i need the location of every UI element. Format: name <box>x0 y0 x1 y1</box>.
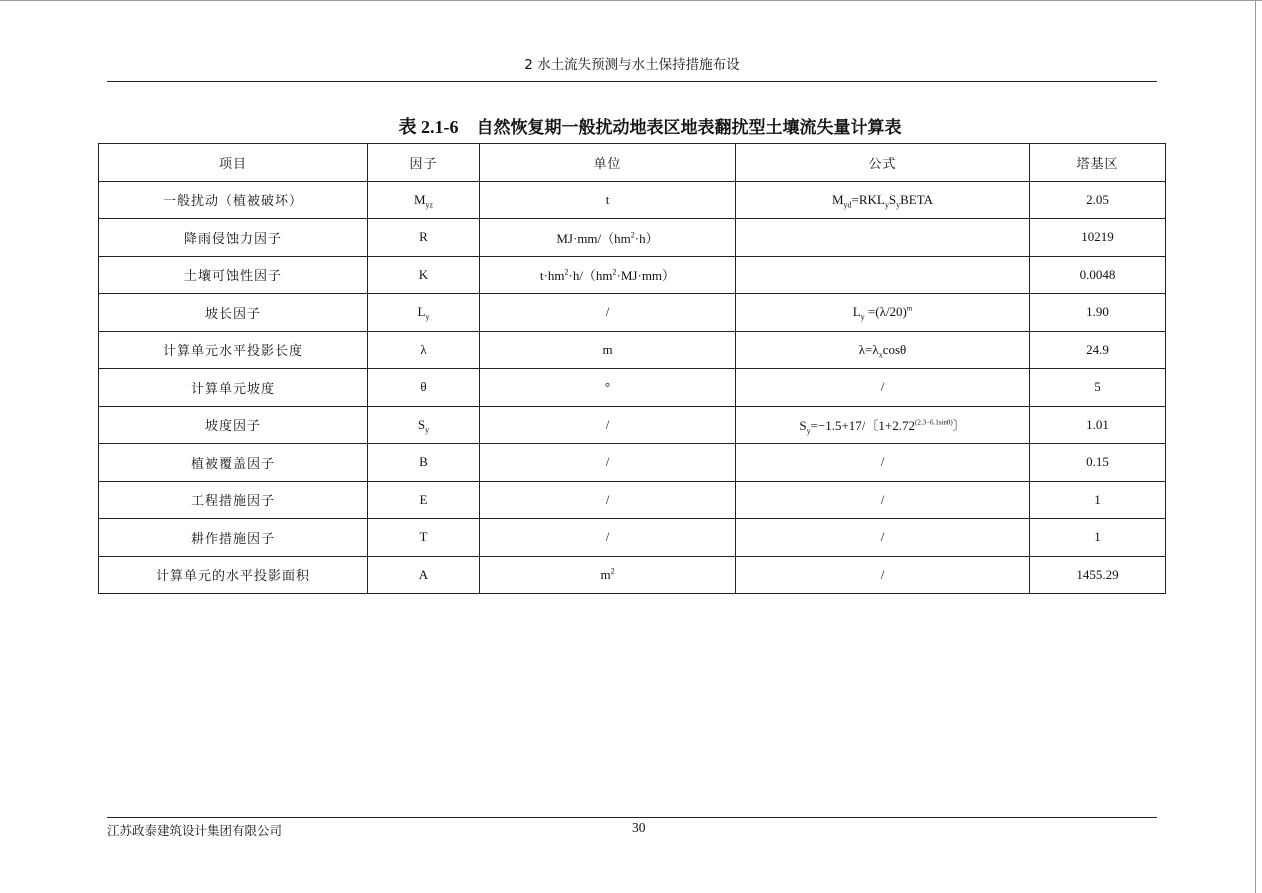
footer-company: 江苏政泰建筑设计集团有限公司 <box>107 823 283 838</box>
cell-factor: θ <box>368 369 480 407</box>
cell-factor: T <box>368 519 480 557</box>
cell-unit: m <box>480 331 736 369</box>
cell-item: 降雨侵蚀力因子 <box>99 219 368 257</box>
cell-formula <box>736 256 1030 294</box>
cell-item: 一般扰动（植被破坏） <box>99 181 368 219</box>
cell-item: 计算单元水平投影长度 <box>99 331 368 369</box>
cell-unit: / <box>480 406 736 444</box>
header-item: 项目 <box>99 144 368 182</box>
soil-loss-calculation-table <box>98 143 1166 594</box>
cell-value: 1.90 <box>1030 294 1166 332</box>
table-caption-title: 自然恢复期一般扰动地表区地表翻扰型土壤流失量计算表 <box>476 118 902 138</box>
table-row <box>99 331 1166 369</box>
cell-formula: / <box>736 556 1030 594</box>
cell-item: 植被覆盖因子 <box>99 444 368 482</box>
footer-rule <box>107 817 1157 818</box>
cell-formula: $\lambda=\lambda_x\cos\theta$ <box>736 331 1030 369</box>
cell-value: 1.01 <box>1030 406 1166 444</box>
header-factor: 因子 <box>368 144 480 182</box>
cell-factor: B <box>368 444 480 482</box>
cell-factor: λ <box>368 331 480 369</box>
cell-item: 耕作措施因子 <box>99 519 368 557</box>
cell-factor: $S_y$ <box>368 406 480 444</box>
cell-formula: $L_y =(\lambda/20)^m$ <box>736 294 1030 332</box>
cell-unit: / <box>480 481 736 519</box>
header-formula: 公式 <box>736 144 1030 182</box>
cell-formula: $M_{yd}=RKL_yS_yBETA$ <box>736 181 1030 219</box>
running-header: 2 水土流失预测与水土保持措施布设 <box>524 57 740 73</box>
cell-value: 2.05 <box>1030 181 1166 219</box>
cell-value: 1455.29 <box>1030 556 1166 594</box>
table-row <box>99 481 1166 519</box>
cell-item: 计算单元的水平投影面积 <box>99 556 368 594</box>
table-row <box>99 294 1166 332</box>
cell-value: 1 <box>1030 481 1166 519</box>
page-border-right <box>1255 0 1256 893</box>
table-row <box>99 556 1166 594</box>
table-row <box>99 444 1166 482</box>
table-row <box>99 369 1166 407</box>
cell-value: 0.15 <box>1030 444 1166 482</box>
cell-formula: / <box>736 519 1030 557</box>
cell-unit: / <box>480 294 736 332</box>
cell-value: 10219 <box>1030 219 1166 257</box>
page-number: 30 <box>632 820 646 835</box>
header-rule <box>107 81 1157 82</box>
table-row <box>99 181 1166 219</box>
cell-factor: $M_{yz}$ <box>368 181 480 219</box>
cell-formula: $S_y=-1.5+17/$〔$1+2.72^{(2.3-6.1sin\theta)}$〕 <box>736 406 1030 444</box>
table-caption-number: 表 2.1-6 <box>398 117 459 137</box>
table-header-row <box>99 144 1166 182</box>
cell-item: 计算单元坡度 <box>99 369 368 407</box>
cell-formula: / <box>736 481 1030 519</box>
cell-item: 工程措施因子 <box>99 481 368 519</box>
cell-item: 坡度因子 <box>99 406 368 444</box>
cell-formula <box>736 219 1030 257</box>
cell-value: 5 <box>1030 369 1166 407</box>
cell-value: 24.9 <box>1030 331 1166 369</box>
cell-item: 土壤可蚀性因子 <box>99 256 368 294</box>
table-caption <box>98 113 1202 139</box>
table-row <box>99 256 1166 294</box>
table-row <box>99 219 1166 257</box>
page-border-top <box>0 0 1262 1</box>
cell-value: 0.0048 <box>1030 256 1166 294</box>
header-tower-base-area: 塔基区 <box>1030 144 1166 182</box>
cell-value: 1 <box>1030 519 1166 557</box>
cell-formula: / <box>736 369 1030 407</box>
cell-factor: R <box>368 219 480 257</box>
cell-formula: / <box>736 444 1030 482</box>
cell-unit: / <box>480 519 736 557</box>
cell-unit: $m^2$ <box>480 556 736 594</box>
cell-item: 坡长因子 <box>99 294 368 332</box>
header-unit: 单位 <box>480 144 736 182</box>
table-row <box>99 406 1166 444</box>
cell-unit: $MJ\cdot mm/(hm^2\cdot h)$ <box>480 219 736 257</box>
cell-factor: E <box>368 481 480 519</box>
cell-unit: t <box>480 181 736 219</box>
cell-unit: / <box>480 444 736 482</box>
table-row <box>99 519 1166 557</box>
cell-unit: $t\cdot hm^2\cdot h/(hm^2\cdot MJ\cdot mm)$ <box>480 256 736 294</box>
cell-factor: K <box>368 256 480 294</box>
cell-unit: ° <box>480 369 736 407</box>
cell-factor: A <box>368 556 480 594</box>
cell-factor: $L_y$ <box>368 294 480 332</box>
